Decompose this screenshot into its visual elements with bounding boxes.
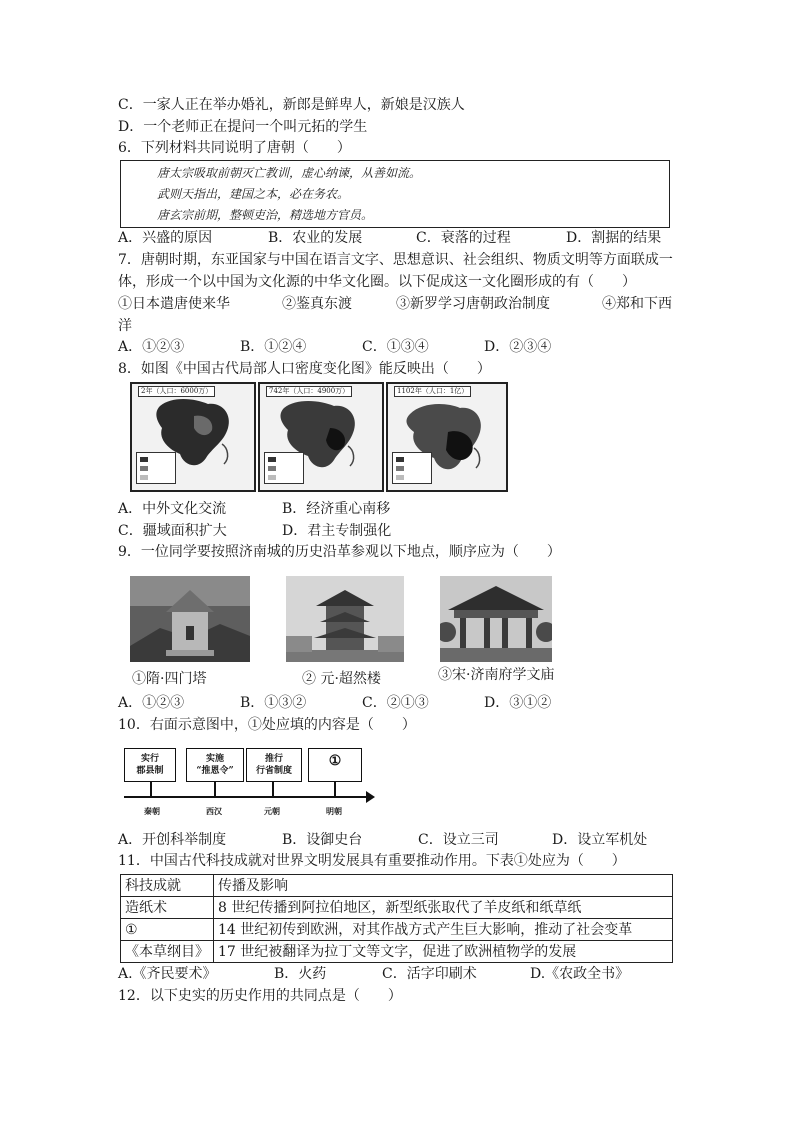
q7-item-4: ④郑和下西 bbox=[602, 296, 672, 312]
q8-stem: 8．如图《中国古代局部人口密度变化图》能反映出（ ） bbox=[118, 361, 491, 377]
q12-stem: 12．以下史实的历史作用的共同点是（ ） bbox=[118, 988, 402, 1004]
population-map-3-caption: 1102年（人口：1亿） bbox=[394, 386, 471, 397]
q10-options bbox=[118, 830, 647, 850]
table-row bbox=[121, 919, 673, 941]
timeline-connector-1 bbox=[150, 782, 152, 796]
q7-item-1: ①日本遣唐使来华 bbox=[118, 296, 230, 312]
timeline-label-qin: 秦朝 bbox=[144, 806, 160, 816]
timeline-box-yuan-line1: 推行 bbox=[264, 754, 283, 764]
photo-confucius-temple bbox=[440, 576, 552, 662]
timeline-connector-3 bbox=[272, 782, 274, 796]
q7-option-c: C．①③④ bbox=[362, 339, 429, 355]
tech-table bbox=[120, 874, 673, 963]
timeline-box-ming bbox=[308, 748, 362, 782]
q11-option-d: D.《农政全书》 bbox=[530, 966, 630, 982]
population-map-2 bbox=[258, 382, 384, 492]
q8-options-row1 bbox=[118, 499, 390, 519]
q6-quote-1: 唐太宗吸取前朝灭亡教训，虚心纳谏，从善如流。 bbox=[157, 166, 422, 180]
q9-option-b: B．①③② bbox=[240, 695, 307, 711]
q10-option-d: D．设立军机处 bbox=[552, 832, 648, 848]
population-map-1 bbox=[130, 382, 256, 492]
q9-option-c: C．②①③ bbox=[362, 695, 429, 711]
q7-option-a: A．①②③ bbox=[118, 339, 185, 355]
table-row bbox=[121, 941, 673, 963]
timeline-box-qin bbox=[124, 748, 176, 782]
timeline-axis bbox=[124, 796, 368, 798]
q7-item-3: ③新罗学习唐朝政治制度 bbox=[396, 296, 550, 312]
q8-options-row2 bbox=[118, 521, 391, 541]
q6-options bbox=[118, 228, 661, 248]
q9-option-a: A．①②③ bbox=[118, 695, 185, 711]
q7-item-wrap: 洋 bbox=[118, 318, 132, 334]
q6-quote-3: 唐玄宗前期，整顿吏治，精选地方官员。 bbox=[157, 208, 374, 222]
q9-option-d: D．③①② bbox=[484, 695, 552, 711]
timeline-connector-2 bbox=[214, 782, 216, 796]
timeline-box-xihan-line2: “推恩令” bbox=[196, 766, 234, 776]
timeline-box-ming-line1: ① bbox=[328, 753, 342, 769]
temple-image bbox=[440, 576, 552, 662]
timeline-label-xihan: 西汉 bbox=[206, 806, 222, 816]
q9-options bbox=[118, 693, 551, 713]
population-map-2-legend bbox=[264, 452, 304, 484]
timeline-box-xihan-line1: 实施 bbox=[205, 754, 224, 764]
population-map-1-legend bbox=[136, 452, 176, 484]
q10-option-b: B．设御史台 bbox=[282, 832, 363, 848]
q8-option-b: B．经济重心南移 bbox=[282, 501, 391, 517]
q11-options bbox=[118, 964, 629, 984]
table-cell: 14 世纪初传到欧洲，对其作战方式产生巨大影响，推动了社会变革 bbox=[214, 919, 673, 941]
q10-option-a: A．开创科举制度 bbox=[118, 832, 227, 848]
q10-option-c: C．设立三司 bbox=[418, 832, 499, 848]
timeline-label-ming: 明朝 bbox=[326, 806, 342, 816]
q6-option-c: C．衰落的过程 bbox=[416, 230, 511, 246]
q7-items bbox=[118, 294, 672, 314]
q11-option-a: A.《齐民要术》 bbox=[118, 966, 217, 982]
timeline-box-qin-line2: 郡县制 bbox=[136, 766, 164, 776]
photo-caption-3: ③宋·济南府学文庙 bbox=[438, 667, 555, 683]
q8-option-c: C．疆域面积扩大 bbox=[118, 523, 227, 539]
table-cell: 造纸术 bbox=[121, 897, 214, 919]
q7-options bbox=[118, 337, 551, 357]
population-map-1-caption: 2年（人口：6000万） bbox=[138, 386, 215, 397]
timeline-box-yuan-line2: 行省制度 bbox=[255, 766, 292, 776]
q5-option-d: D．一个老师正在提问一个叫元拓的学生 bbox=[118, 119, 368, 135]
q6-stem: 6．下列材料共同说明了唐朝（ ） bbox=[118, 140, 351, 156]
timeline-box-yuan bbox=[246, 748, 302, 782]
q9-stem: 9．一位同学要按照济南城的历史沿革参观以下地点，顺序应为（ ） bbox=[118, 544, 561, 560]
population-map-3 bbox=[386, 382, 508, 492]
q7-option-d: D．②③④ bbox=[484, 339, 552, 355]
photo-simen-pagoda bbox=[130, 576, 250, 662]
q6-option-a: A．兴盛的原因 bbox=[118, 230, 213, 246]
q11-option-b: B．火药 bbox=[274, 966, 327, 982]
table-cell: ① bbox=[121, 919, 214, 941]
photo-caption-2: ② 元·超然楼 bbox=[302, 671, 381, 687]
q11-stem: 11．中国古代科技成就对世界文明发展具有重要推动作用。下表①处应为（ ） bbox=[118, 853, 626, 869]
timeline-connector-4 bbox=[334, 782, 336, 796]
q5-option-c: C．一家人正在举办婚礼，新郎是鲜卑人，新娘是汉族人 bbox=[118, 97, 465, 113]
photo-caption-1: ①隋·四门塔 bbox=[132, 671, 207, 687]
table-row bbox=[121, 897, 673, 919]
q11-option-c: C．活字印刷术 bbox=[382, 966, 477, 982]
q7-stem-line1: 7．唐朝时期，东亚国家与中国在语言文字、思想意识、社会组织、物质文明等方面联成一 bbox=[118, 252, 673, 268]
q6-option-d: D．割据的结果 bbox=[566, 230, 662, 246]
pagoda-image bbox=[130, 576, 250, 662]
timeline-label-yuan: 元朝 bbox=[264, 806, 280, 816]
tower-image bbox=[286, 576, 404, 662]
photo-chaoran-tower bbox=[286, 576, 404, 662]
timeline-box-qin-line1: 实行 bbox=[140, 754, 159, 764]
table-header-cell: 科技成就 bbox=[121, 875, 214, 897]
q8-option-d: D．君主专制强化 bbox=[282, 523, 392, 539]
timeline-box-xihan bbox=[186, 748, 244, 782]
table-header-cell: 传播及影响 bbox=[214, 875, 673, 897]
timeline-arrow-icon bbox=[366, 791, 375, 803]
table-cell: 8 世纪传播到阿拉伯地区，新型纸张取代了羊皮纸和纸草纸 bbox=[214, 897, 673, 919]
q7-item-2: ②鉴真东渡 bbox=[282, 296, 352, 312]
population-map-3-legend bbox=[392, 452, 432, 484]
q6-quote-box bbox=[120, 160, 670, 228]
population-map-2-caption: 742年（人口：4900万） bbox=[266, 386, 352, 397]
q6-option-b: B．农业的发展 bbox=[268, 230, 363, 246]
table-cell: 《本草纲目》 bbox=[121, 941, 214, 963]
q7-option-b: B．①②④ bbox=[240, 339, 307, 355]
q10-stem: 10．右面示意图中，①处应填的内容是（ ） bbox=[118, 717, 416, 733]
q6-quote-2: 武则天指出，建国之本，必在务农。 bbox=[157, 187, 350, 201]
q8-option-a: A．中外文化交流 bbox=[118, 501, 227, 517]
table-cell: 17 世纪被翻译为拉丁文等文字，促进了欧洲植物学的发展 bbox=[214, 941, 673, 963]
q7-stem-line2: 体，形成一个以中国为文化源的中华文化圈。以下促成这一文化圈形成的有（ ） bbox=[118, 274, 636, 290]
table-header-row bbox=[121, 875, 673, 897]
